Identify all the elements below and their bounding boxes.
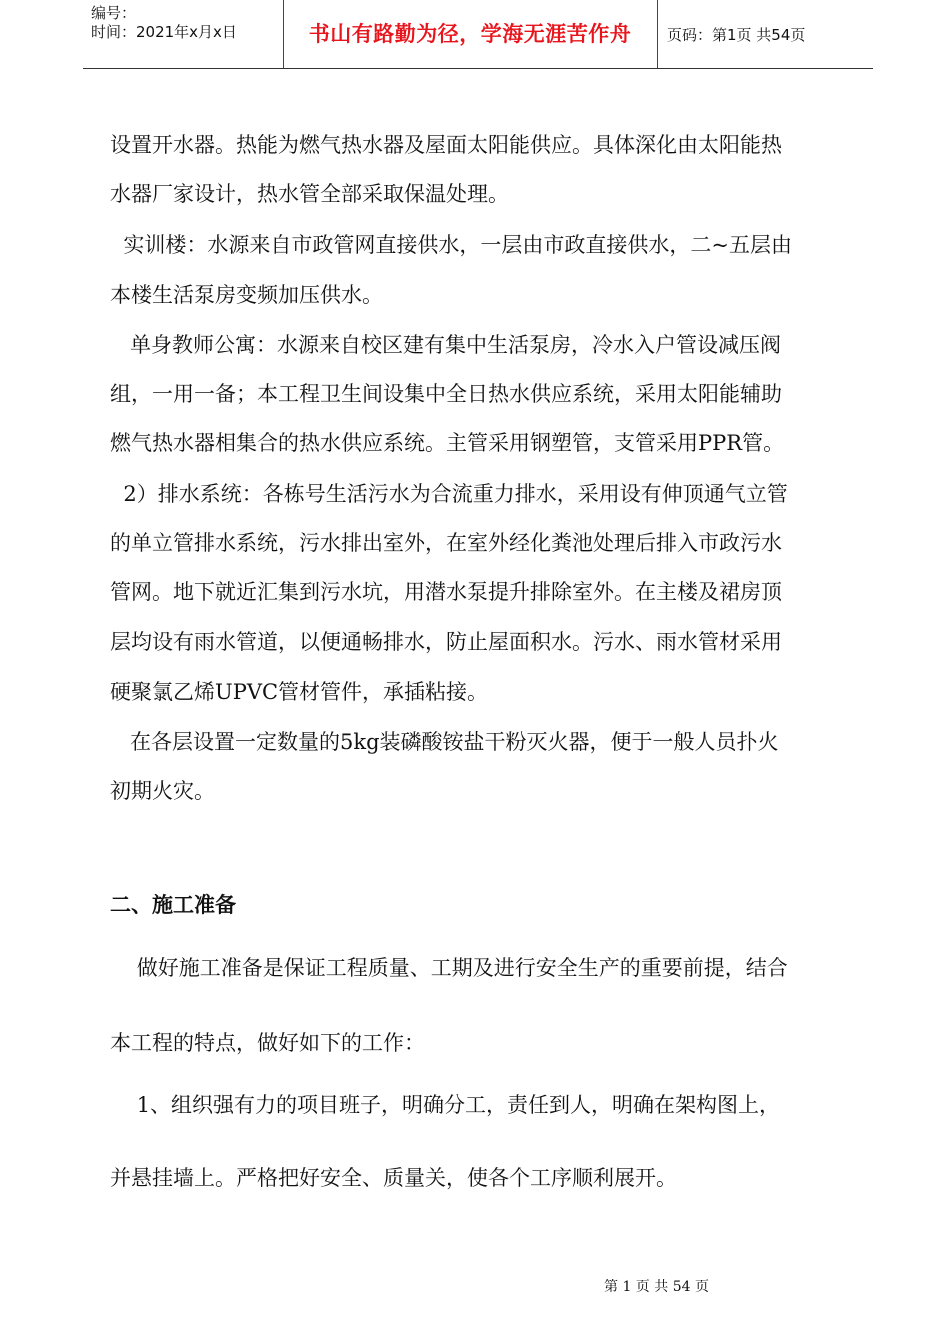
body-line: 本工程的特点，做好如下的工作： (110, 1031, 425, 1055)
section-heading: 二、施工准备 (110, 893, 236, 917)
body-line: 做好施工准备是保证工程质量、工期及进行安全生产的重要前提，结合 (110, 956, 788, 980)
header-page-label: 页码：第1页 共54页 (667, 26, 806, 44)
page-header (83, 0, 873, 69)
body-line: 实训楼：水源来自市政管网直接供水，一层由市政直接供水，二~五层由 (110, 233, 792, 257)
body-line: 单身教师公寓：水源来自校区建有集中生活泵房，冷水入户管设减压阀 (110, 333, 782, 357)
body-line: 2）排水系统：各栋号生活污水为合流重力排水，采用设有伸顶通气立管 (110, 482, 788, 506)
page-footer: 第 1 页 共 54 页 (604, 1279, 709, 1295)
body-line: 燃气热水器相集合的热水供应系统。主管采用钢塑管，支管采用PPR管。 (110, 431, 785, 455)
body-line: 层均设有雨水管道，以便通畅排水，防止屋面积水。污水、雨水管材采用 (110, 630, 782, 654)
body-line: 初期火灾。 (110, 779, 215, 803)
body-line: 水器厂家设计，热水管全部采取保温处理。 (110, 182, 509, 206)
body-line: 设置开水器。热能为燃气热水器及屋面太阳能供应。具体深化由太阳能热 (110, 133, 782, 157)
header-motto: 书山有路勤为径，学海无涯苦作舟 (308, 22, 632, 46)
header-time-label: 时间：2021年x月x日 (91, 23, 237, 41)
body-line: 在各层设置一定数量的5kg装磷酸铵盐干粉灭火器，便于一般人员扑火 (110, 730, 779, 754)
header-meta (91, 4, 237, 42)
header-divider-right (657, 0, 658, 68)
body-line: 硬聚氯乙烯UPVC管材管件，承插粘接。 (110, 680, 489, 704)
body-line: 组，一用一备；本工程卫生间设集中全日热水供应系统，采用太阳能辅助 (110, 382, 782, 406)
body-line: 并悬挂墙上。严格把好安全、质量关，使各个工序顺利展开。 (110, 1166, 677, 1190)
body-line: 1、组织强有力的项目班子，明确分工，责任到人，明确在架构图上， (110, 1093, 781, 1117)
body-line: 的单立管排水系统，污水排出室外，在室外经化粪池处理后排入市政污水 (110, 531, 782, 555)
body-line: 管网。地下就近汇集到污水坑，用潜水泵提升排除室外。在主楼及裙房顶 (110, 580, 782, 604)
header-number-label: 编号： (91, 4, 137, 22)
body-line: 本楼生活泵房变频加压供水。 (110, 283, 383, 307)
